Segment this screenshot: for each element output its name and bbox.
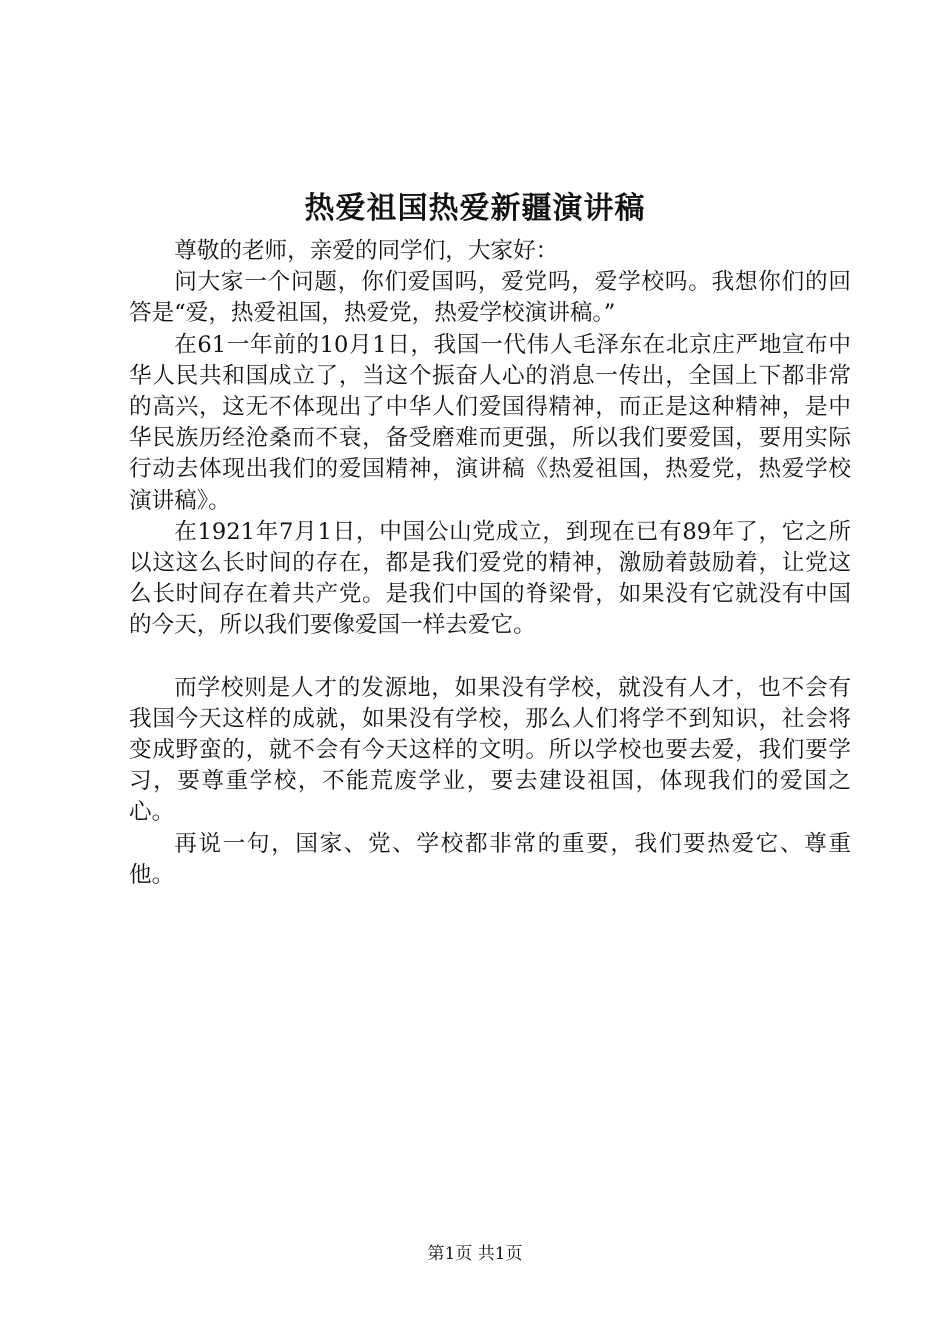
body-paragraph: 在61一年前的10月1日，我国一代伟人毛泽东在北京庄严地宣布中华人民共和国成立了，当这个振奋人心的消息一传出，全国上下都非常的高兴，这无不体现出了中华人们爱国得精神，而正是这种精神，是中华民族历经沧桑而不衰，备受磨难而更强，所以我们要爱国，要用实际行动去体现出我们的爱国精神，演讲稿《热爱祖国，热爱党，热爱学校演讲稿》。: [129, 331, 851, 514]
page-footer: 第1页 共1页: [427, 1244, 523, 1264]
body-paragraph: 而学校则是人才的发源地，如果没有学校，就没有人才，也不会有我国今天这样的成就，如果没有学校，那么人们将学不到知识，社会将变成野蛮的，就不会有今天这样的文明。所以学校也要去爱，我们要学习，要尊重学校，不能荒废学业，要去建设祖国，体现我们的爱国之心。: [129, 674, 851, 826]
document-title: 热爱祖国热爱新疆演讲稿: [304, 191, 646, 226]
document-body: [129, 236, 851, 891]
greeting-paragraph: 尊敬的老师，亲爱的同学们，大家好：: [174, 238, 559, 264]
body-paragraph: 在1921年7月1日，中国公山党成立，到现在已有89年了，它之所以这这么长时间的存在，都是我们爱党的精神，激励着鼓励着，让党这么长时间存在着共产党。是我们中国的脊梁骨，如果没有它就没有中国的今天，所以我们要像爱国一样去爱它。: [129, 518, 851, 639]
body-paragraph: 问大家一个问题，你们爱国吗，爱党吗，爱学校吗。我想你们的回答是“爱，热爱祖国，热爱党，热爱学校演讲稿。”: [129, 269, 851, 327]
closing-paragraph: 再说一句，国家、党、学校都非常的重要，我们要热爱它、尊重他。: [129, 830, 851, 888]
